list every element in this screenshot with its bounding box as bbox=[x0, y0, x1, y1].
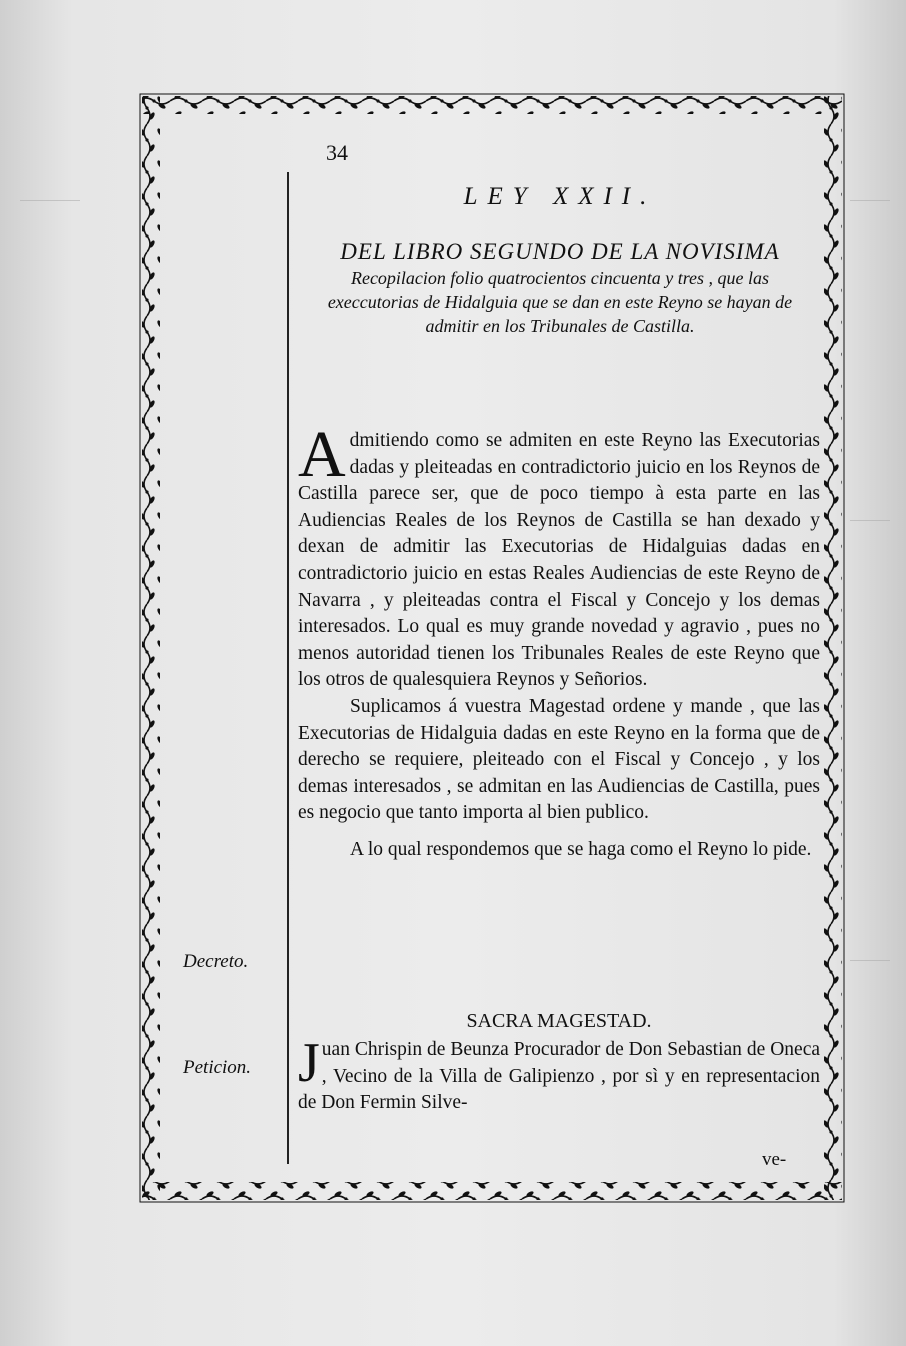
law-subtitle bbox=[300, 238, 820, 338]
paragraph-1-text: dmitiendo como se admiten en este Reyno las Executorias dadas y pleiteadas en contradictorio juicio en los Reynos de Castilla parece ser, que de poco tiempo à esta parte en las Audiencias Reales de los Reynos de Castilla se han dexado y dexan de admitir las Executorias de Hidalguias dadas en contradictorio juicio en estas Reales Audiencias de este Reyno de Navarra , y pleiteadas contra el Fiscal y Concejo y los demas interesados. Lo qual es muy grande novedad y agravio , pues no menos autoridad tienen los Tribunales Reales de este Reyno que los otros de qualesquiera Reynos y Señorios. bbox=[298, 430, 820, 691]
drop-cap-a: A bbox=[298, 418, 346, 491]
page-number: 34 bbox=[326, 140, 348, 165]
paragraph-3: A lo qual respondemos que se haga como el Reyno lo pide. bbox=[350, 838, 812, 860]
margin-note-decreto: Decreto. bbox=[183, 951, 249, 972]
law-subtitle-rest: Recopilacion folio quatrocientos cincuenta y tres , que las execcutorias de Hidalguia que se dan en este Reyno se hayan de admitir en los Tribunales de Castilla. bbox=[327, 268, 793, 336]
paragraph-2: Suplicamos á vuestra Magestad ordene y mande , que las Executorias de Hidalguia dadas en este Reyno en la forma que de derecho se requiere, pleiteado con el Fiscal y Concejo , y los demas interesados , se admitan en las Audiencias de Castilla, pues es negocio que tanto importa al bien publico. bbox=[298, 695, 820, 824]
petition-text: uan Chrispin de Beunza Procurador de Don Sebastian de Oneca , Vecino de la Villa de Galipienzo , por sì y en representacion de Don Fermin Silve- bbox=[298, 1039, 820, 1114]
bleed-through-mark bbox=[850, 520, 890, 523]
law-body bbox=[298, 418, 820, 864]
law-title: LEY XXII. bbox=[463, 183, 657, 210]
bleed-through-mark bbox=[850, 960, 890, 963]
paragraph-1 bbox=[298, 418, 820, 694]
bleed-through-mark bbox=[20, 200, 80, 203]
petition-body bbox=[298, 1032, 820, 1117]
margin-rule bbox=[287, 172, 289, 1164]
section-heading: SACRA MAGESTAD. bbox=[466, 1010, 652, 1032]
margin-note-peticion: Peticion. bbox=[183, 1057, 252, 1078]
law-subtitle-lead: DEL LIBRO SEGUNDO DE LA NOVISIMA bbox=[340, 239, 780, 264]
bleed-through-mark bbox=[850, 200, 890, 203]
drop-cap-j: J bbox=[298, 1032, 320, 1094]
catchword: ve- bbox=[762, 1149, 787, 1170]
petition-paragraph bbox=[298, 1032, 820, 1117]
